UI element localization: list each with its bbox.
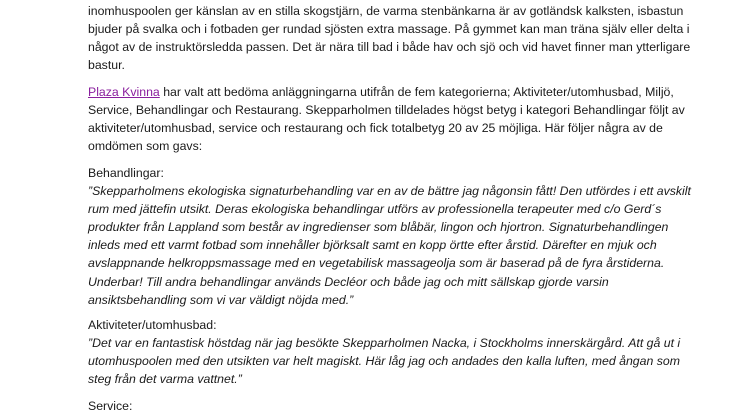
quote-line: ”Det var en fantastisk höstdag när jag besökte Skepparholmen Nacka, i Stockholms innerskärgård. Att gå ut i (88, 336, 681, 351)
quote-line: ansiktsbehandling som vi var väldigt nöjda med.” (88, 292, 354, 307)
quote-line: ”Skepparholmens ekologiska signaturbehandling var en av de bättre jag någonsin fått! Den utfördes i ett avskilt (88, 184, 691, 199)
behandlingar-heading: Behandlingar: (88, 166, 164, 180)
rating-line: Service, Behandlingar och Restaurang. Skepparholmen tilldelades högst betyg i kategori Behandlingar följt av (88, 103, 685, 118)
intro-line: bastur. (88, 58, 125, 73)
behandlingar-quote (88, 182, 736, 309)
intro-line: något av de instruktörsledda passen. Det är nära till bad i både hav och sjö och vid havet finner man ytterligare (88, 40, 691, 55)
quote-line: produkter från Lappland som består av ingredienser som blåbär, lingon och hjortron. Signaturbehandlingen (88, 220, 669, 235)
rating-first-line-text: har valt att bedöma anläggningarna utifrån de fem kategorierna; Aktiviteter/utomhusbad, Miljö, (159, 85, 674, 99)
aktiviteter-section (88, 316, 736, 388)
aktiviteter-heading: Aktiviteter/utomhusbad: (88, 318, 217, 332)
quote-line: avslappnande helkroppsmassage med en vegetabilisk massageolja som är baserad på de fyra årstiderna. (88, 256, 665, 271)
rating-line: aktiviteter/utomhusbad, service och restaurang och fick totalbetyg 20 av 25 möjliga. Här följer några av de (88, 121, 663, 136)
quote-line: steg från det varma vattnet.” (88, 372, 242, 387)
quote-line: Underbar! Till andra behandlingar används Decléor och både jag och mitt sällskap gjorde varsin (88, 274, 609, 289)
intro-line: inomhuspoolen ger känslan av en stilla skogstjärn, de varma stenbänkarna är av gotländsk kalksten, isbastun (88, 4, 684, 18)
intro-line: bjuder på svalka och i fotbaden ger rundad sjösten extra massage. På gymmet kan man träna själv eller delta i (88, 22, 690, 37)
quote-line: rum med jättefin utsikt. Deras ekologiska behandlingar utförs av professionella terapeuter med c/o Gerd´s (88, 202, 662, 217)
service-heading: Service: (88, 399, 133, 413)
rating-line: omdömen som gavs: (88, 139, 203, 154)
plaza-kvinna-link[interactable]: Plaza Kvinna (88, 85, 160, 99)
quote-line: utomhuspoolen med den utsikten var helt magiskt. Här låg jag och andades den kalla luften, med ångan som (88, 354, 680, 369)
quote-line: inleds med ett varmt fotbad som innehåller björksalt samt en kopp örtte efter årstid. Därefter en mjuk och (88, 238, 657, 253)
intro-paragraph (88, 2, 736, 74)
rating-line (88, 83, 736, 101)
aktiviteter-quote (88, 334, 736, 388)
behandlingar-section (88, 164, 736, 309)
rating-paragraph (88, 83, 736, 155)
service-section (88, 397, 736, 415)
